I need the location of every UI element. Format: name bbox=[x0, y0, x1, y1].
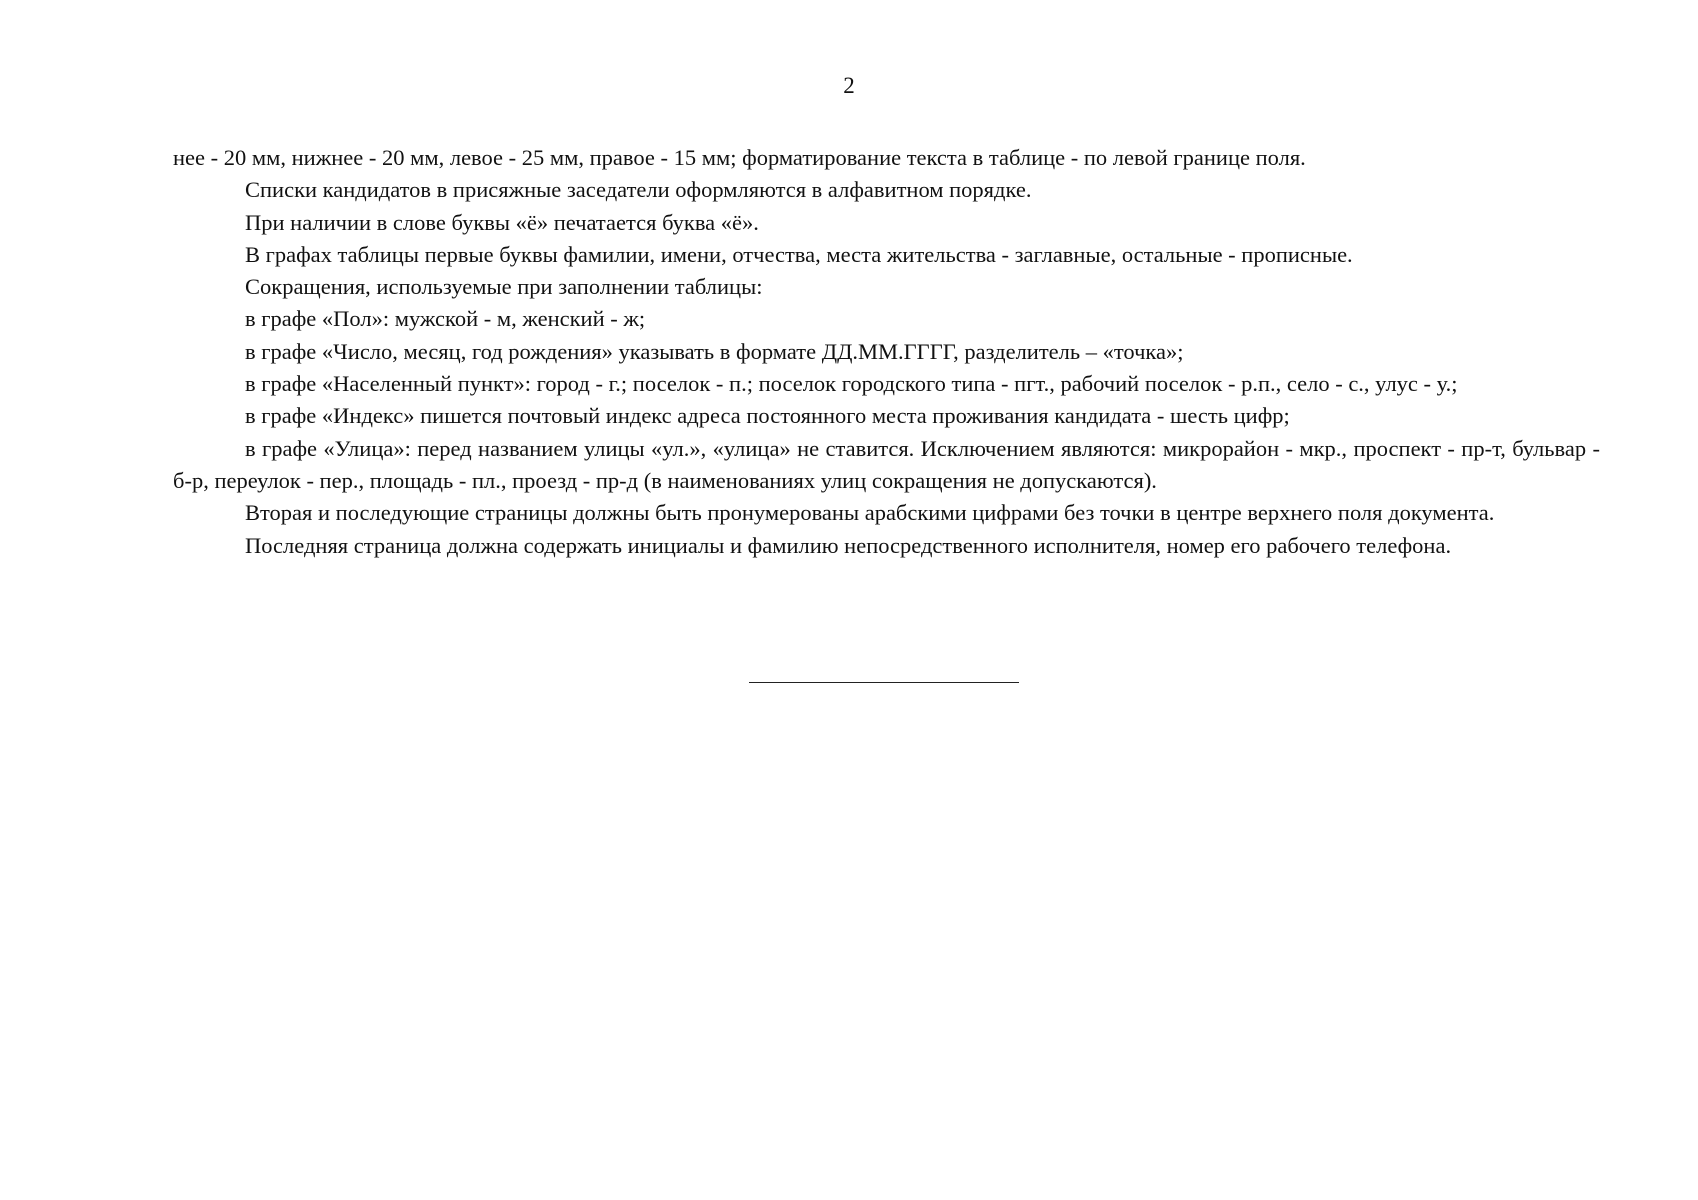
paragraph-margins-continued: нее - 20 мм, нижнее - 20 мм, левое - 25 мм, правое - 15 мм; форматирование текста в таблице - по левой границе поля. bbox=[173, 145, 1306, 170]
paragraph-index-column: в графе «Индекс» пишется почтовый индекс адреса постоянного места проживания кандидата - шесть цифр; bbox=[245, 403, 1290, 429]
paragraph-locality-column: в графе «Населенный пункт»: город - г.; поселок - п.; поселок городского типа - пгт., рабочий поселок - р.п., село - с., улус - у.; bbox=[245, 371, 1458, 397]
paragraph-alphabetical-order: Списки кандидатов в присяжные заседатели оформляются в алфавитном порядке. bbox=[245, 177, 1032, 203]
paragraph-capitalization: В графах таблицы первые буквы фамилии, имени, отчества, места жительства - заглавные, остальные - прописные. bbox=[245, 241, 1353, 267]
paragraph-letter-yo: При наличии в слове буквы «ё» печатается буква «ё». bbox=[245, 209, 759, 235]
paragraph-last-page: Последняя страница должна содержать инициалы и фамилию непосредственного исполнителя, номер его рабочего телефона. bbox=[245, 532, 1452, 558]
paragraph-gender-column: в графе «Пол»: мужской - м, женский - ж; bbox=[245, 306, 646, 332]
paragraph-street-column: в графе «Улица»: перед названием улицы «ул.», «улица» не ставится. Исключением являются: микрорайон - мкр., проспект - пр-т, бульвар - б-р, переулок - пер., площадь - пл., проезд - пр-д (в наименованиях улиц сокращения не допускаются). bbox=[173, 435, 1600, 493]
paragraph-birthdate-column: в графе «Число, месяц, год рождения» указывать в формате ДД.ММ.ГГГГ, разделитель – «точка»; bbox=[245, 338, 1184, 364]
paragraph-page-numbering: Вторая и последующие страницы должны быть пронумерованы арабскими цифрами без точки в центре верхнего поля документа. bbox=[245, 500, 1495, 526]
end-of-document-rule bbox=[749, 682, 1019, 683]
document-body bbox=[173, 142, 1600, 562]
page-number: 2 bbox=[843, 73, 855, 98]
paragraph-abbreviations-heading: Сокращения, используемые при заполнении таблицы: bbox=[245, 274, 763, 300]
